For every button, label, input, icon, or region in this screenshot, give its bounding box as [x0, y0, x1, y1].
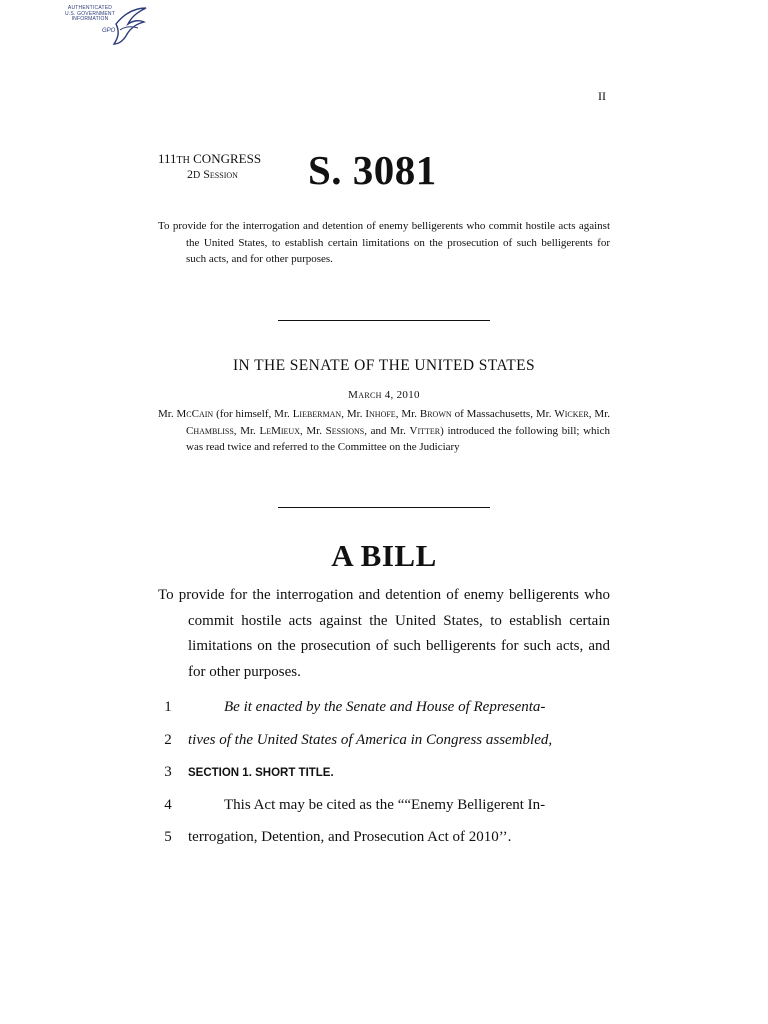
divider: [278, 507, 490, 508]
cosponsor-name: Inhofe: [365, 408, 396, 420]
intro-text: Mr.: [158, 408, 177, 420]
gpo-logo-line: U.S. GOVERNMENT: [65, 10, 115, 17]
line-number: 3: [164, 764, 172, 780]
gpo-logo-line: AUTHENTICATED: [67, 5, 113, 11]
intro-text: (for himself, Mr.: [213, 408, 293, 420]
intro-text: , Mr.: [233, 424, 260, 437]
intro-text: , and Mr.: [364, 424, 410, 437]
section-text: terrogation, Detention, and Prosecution Act of 2010’’.: [188, 829, 512, 845]
enacting-clause: tives of the United States of America in Congress assembled,: [188, 732, 553, 748]
divider: [278, 320, 490, 321]
bill-line: [158, 797, 610, 819]
short-purpose: To provide for the interrogation and detention of enemy belligerents who commit hostile acts against the United States, to establish certain limitations on the prosecution of such belligerents for such acts, and for other purposes.: [158, 220, 610, 266]
cosponsor-name: Sessions: [325, 424, 365, 437]
cosponsor-name: Vitter: [409, 424, 441, 437]
chamber-heading: IN THE SENATE OF THE UNITED STATES: [233, 357, 535, 374]
congress-word: CONGRESS: [193, 151, 262, 166]
intro-text: of Massachusetts, Mr.: [451, 408, 555, 420]
session-word: Session: [203, 167, 238, 181]
bill-line: [158, 764, 610, 786]
long-purpose: To provide for the interrogation and detention of enemy belligerents who commit hostile acts against the United States, to establish certain limitations on the prosecution of such belligerents for such acts, and for other purposes.: [158, 587, 610, 680]
gpo-logo-line: INFORMATION: [71, 16, 109, 23]
line-number: 5: [164, 829, 172, 845]
session-label: [187, 167, 238, 182]
section-heading: SECTION 1. SHORT TITLE.: [188, 767, 334, 779]
bill-line: [158, 829, 610, 851]
cosponsor-name: Lieberman: [292, 408, 342, 420]
page-marker: II: [598, 89, 606, 103]
congress-number: 111: [158, 151, 177, 166]
eagle-icon: [110, 4, 150, 46]
line-number: 2: [164, 732, 172, 748]
gpo-mark: GPO: [102, 28, 116, 34]
line-number: 1: [164, 699, 172, 715]
cosponsor-name: Chambliss: [186, 424, 234, 437]
intro-text: , Mr.: [299, 424, 326, 437]
sponsor-name: McCain: [176, 408, 214, 420]
line-number: 4: [164, 797, 172, 813]
intro-text: , Mr.: [588, 408, 611, 420]
bill-number: S. 3081: [308, 147, 437, 193]
intro-text: , Mr.: [395, 408, 420, 420]
bill-line: [158, 699, 610, 721]
congress-label: [158, 151, 261, 168]
session-suffix: D: [193, 170, 201, 181]
introduction-date: March 4, 2010: [348, 389, 420, 401]
section-text: This Act may be cited as the ““Enemy Belligerent In-: [224, 797, 546, 813]
enacting-clause: Be it enacted by the Senate and House of Representa-: [224, 699, 546, 715]
gpo-logo: [60, 4, 150, 46]
intro-text: ) introduced the following bill; which was read twice and referred to the Committee on the Judiciary: [186, 424, 610, 454]
cosponsor-name: Wicker: [554, 408, 589, 420]
introduction-statement: [158, 406, 610, 456]
cosponsor-name: LeMieux: [259, 424, 300, 437]
bill-heading: A BILL: [331, 538, 437, 573]
intro-text: , Mr.: [341, 408, 366, 420]
congress-suffix: TH: [176, 155, 190, 166]
bill-line: [158, 732, 610, 754]
cosponsor-name: Brown: [419, 408, 452, 420]
session-number: 2: [187, 167, 193, 181]
